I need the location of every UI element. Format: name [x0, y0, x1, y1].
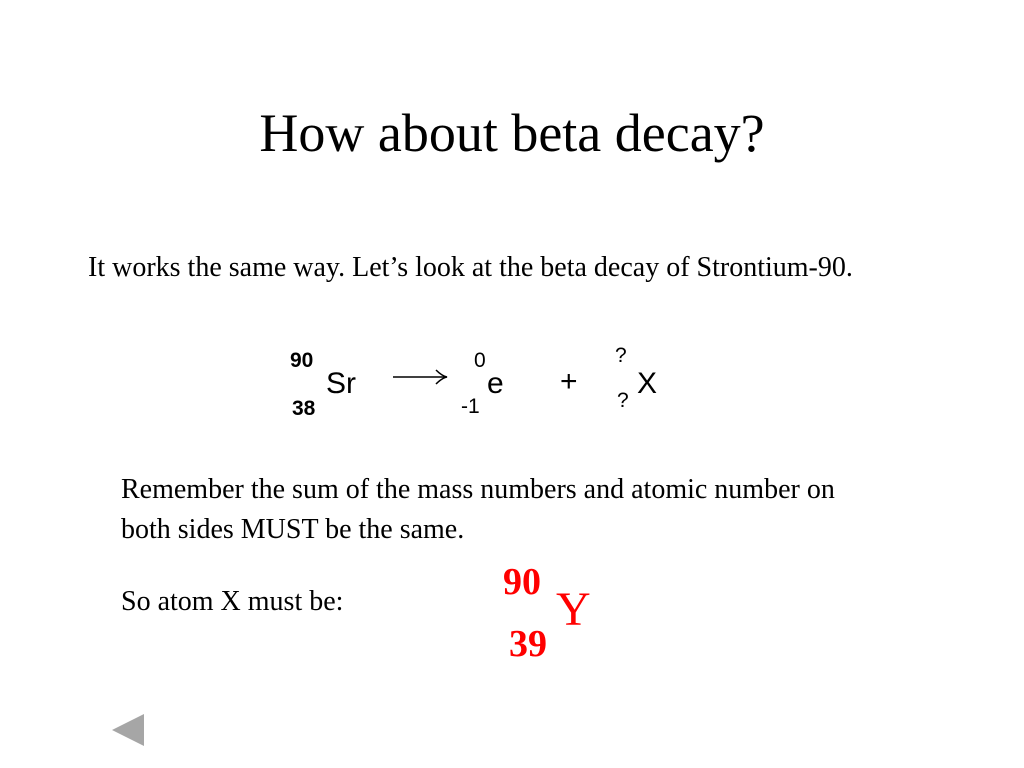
reaction-arrow-icon: [392, 368, 450, 386]
x-mass-number: ?: [615, 344, 627, 367]
y-atomic-number: 39: [509, 623, 547, 665]
y-symbol: Y: [556, 583, 591, 636]
reminder-text: Remember the sum of the mass numbers and atomic number on both sides MUST be the same.: [121, 474, 835, 545]
triangle-left-icon[interactable]: [110, 712, 146, 748]
x-symbol: X: [637, 367, 658, 400]
electron-symbol: e: [487, 367, 504, 400]
sr-mass-number: 90: [290, 349, 314, 372]
intro-text: It works the same way. Let’s look at the beta decay of Strontium-90.: [88, 252, 853, 283]
sr-atomic-number: 38: [292, 397, 316, 420]
x-atomic-number: ?: [617, 389, 629, 412]
slide-title: How about beta decay?: [259, 103, 765, 163]
sr-symbol: Sr: [326, 367, 356, 400]
e-atomic-number: -1: [461, 395, 480, 418]
plus-sign: +: [560, 365, 578, 398]
e-mass-number: 0: [474, 349, 486, 372]
y-mass-number: 90: [503, 561, 541, 603]
answer-label: So atom X must be:: [121, 586, 344, 617]
